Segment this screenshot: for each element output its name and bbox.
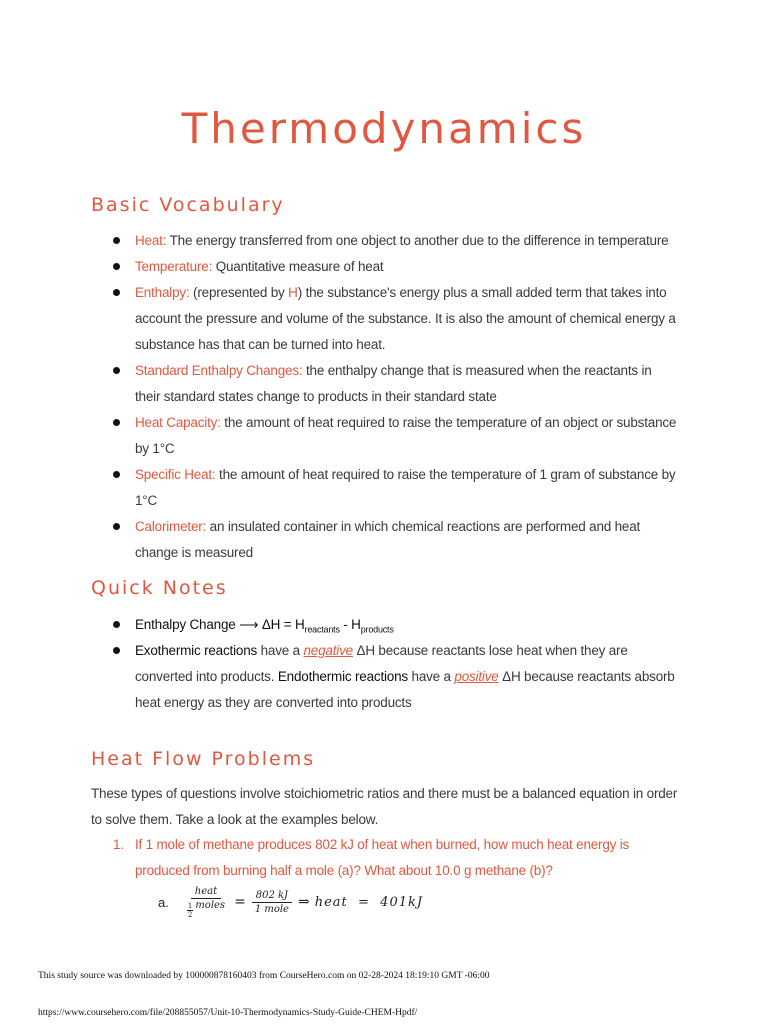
half-fraction <box>187 902 193 919</box>
problems-list <box>0 832 680 884</box>
fraction-numerator: heat <box>191 886 221 899</box>
equals-sign: = <box>234 894 246 910</box>
section-heading-quick-notes: Quick Notes <box>91 577 228 599</box>
list-item <box>0 410 680 462</box>
vocab-definition: an insulated container in which chemical reactions are performed and heat change is measured <box>135 519 641 560</box>
fraction-denominator: 1 mole <box>254 903 289 915</box>
vocab-term: Specific Heat: <box>135 467 216 482</box>
equation-label: a. <box>158 894 169 910</box>
exothermic-term: Exothermic reactions <box>135 643 258 658</box>
heat-equation <box>158 884 423 920</box>
vocab-term: Calorimeter: <box>135 519 207 534</box>
list-item <box>0 228 680 254</box>
half-numerator: 1 <box>187 901 193 910</box>
negative-link[interactable]: negative <box>303 643 353 658</box>
subscript-reactants: reactants <box>304 624 340 635</box>
vocab-term: Heat Capacity: <box>135 415 221 430</box>
vocab-definition: The energy transferred from one object to another due to the difference in temperature <box>166 233 669 248</box>
note-text: ΔH because reactants absorb heat energy as they are converted into products <box>135 669 675 710</box>
list-item <box>0 514 680 566</box>
vocab-term: Temperature: <box>135 259 213 274</box>
note-text: have a <box>257 643 304 658</box>
vocab-definition: the amount of heat required to raise the temperature of an object or substance by 1°C <box>135 415 677 456</box>
problem-text: If 1 mole of methane produces 802 kJ of heat when burned, how much heat energy is produced from burning half a mole (a)? What about 10.0 g methane (b)? <box>135 837 630 878</box>
fraction-kj-per-mole <box>251 890 293 915</box>
vocab-definition: the amount of heat required to raise the temperature of 1 gram of substance by 1°C <box>135 467 676 508</box>
subscript-products: products <box>360 624 394 635</box>
vocab-term: Enthalpy: <box>135 285 190 300</box>
implies-arrow: ⇒ <box>297 894 310 910</box>
list-item <box>0 358 680 410</box>
endothermic-term: Endothermic reactions <box>277 669 408 684</box>
heat-flow-intro: These types of questions involve stoichiometric ratios and there must be a balanced equation in order to solve them. Take a look at the examples below. <box>91 786 678 827</box>
fraction-heat-per-moles <box>183 886 229 919</box>
vocab-definition-part: (represented by <box>189 285 289 300</box>
note-text: have a <box>407 669 455 684</box>
quick-notes-list <box>0 612 680 716</box>
enthalpy-change-label: Enthalpy Change ⟶ ΔH = H <box>135 617 305 632</box>
fraction-numerator: 802 kJ <box>252 890 292 903</box>
problem-number: 1. <box>113 837 124 852</box>
list-item <box>0 254 680 280</box>
vocab-definition: the enthalpy change that is measured when the reactants in their standard states change to products in their standard state <box>135 363 652 404</box>
list-item <box>0 280 680 358</box>
equation-result: heat = 401kJ <box>314 894 424 910</box>
source-url[interactable]: https://www.coursehero.com/file/208855057/Unit-10-Thermodynamics-Study-Guide-CHEM-Hpdf/ <box>38 1008 418 1018</box>
fraction-denominator <box>183 899 229 919</box>
vocab-definition: Quantitative measure of heat <box>212 259 384 274</box>
vocab-definition-part: ) the substance's energy plus a small added term that takes into account the pressure and volume of the substance. It is also the amount of chemical energy a substance has that can be turned into heat. <box>135 285 676 352</box>
section-heading-heat-flow: Heat Flow Problems <box>91 748 316 770</box>
enthalpy-symbol: H <box>288 285 298 300</box>
vocab-term: Heat: <box>135 233 167 248</box>
list-item <box>0 638 680 716</box>
section-heading-vocabulary: Basic Vocabulary <box>91 194 285 216</box>
problem-item <box>0 832 680 884</box>
half-denominator: 2 <box>187 910 193 919</box>
vocabulary-list <box>0 228 680 566</box>
vocab-term: Standard Enthalpy Changes: <box>135 363 303 378</box>
page-title: Thermodynamics <box>181 104 587 153</box>
enthalpy-change-minus: - H <box>339 617 361 632</box>
positive-link[interactable]: positive <box>454 669 499 684</box>
note-text: ΔH because reactants lose heat when they are converted into products. <box>135 643 628 684</box>
moles-text: moles <box>195 899 226 911</box>
download-notice: This study source was downloaded by 100000878160403 from CourseHero.com on 02-28-2024 18:19:10 GMT -06:00 <box>38 971 490 981</box>
list-item <box>0 462 680 514</box>
list-item <box>0 612 680 638</box>
